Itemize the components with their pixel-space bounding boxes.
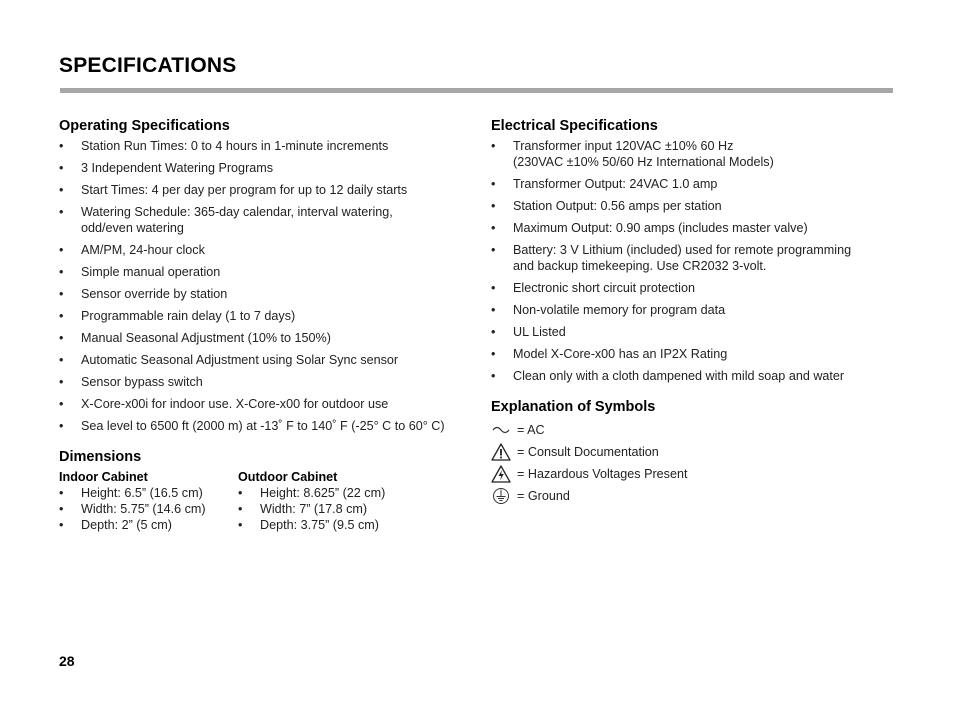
list-item: • Depth: 3.75” (9.5 cm): [238, 518, 379, 532]
dimensions-table: [59, 469, 479, 533]
right-column: [491, 118, 891, 507]
list-item: • Width: 7” (17.8 cm): [238, 502, 368, 516]
list-item: • Automatic Seasonal Adjustment using Solar Sync sensor: [59, 353, 399, 367]
list-item: • Height: 8.625” (22 cm): [238, 486, 386, 500]
list-item: • Clean only with a cloth dampened with mild soap and water: [491, 369, 845, 383]
list-item: • Transformer Output: 24VAC 1.0 amp: [491, 177, 718, 191]
list-item: • Manual Seasonal Adjustment (10% to 150%): [59, 331, 331, 345]
list-item: • UL Listed: [491, 325, 566, 339]
symbol-row: = Consult Documentation: [491, 441, 891, 463]
list-item: • Width: 5.75” (14.6 cm): [59, 502, 206, 516]
electrical-specifications-list: [491, 138, 891, 384]
list-item: • 3 Independent Watering Programs: [59, 161, 274, 175]
warning-triangle-icon: [491, 443, 511, 461]
list-item: • X-Core-x00i for indoor use. X-Core-x00 for outdoor use: [59, 397, 389, 411]
list-item: • Sensor override by station: [59, 287, 228, 301]
list-item: • AM/PM, 24-hour clock: [59, 243, 205, 257]
ac-wave-icon: [491, 421, 511, 439]
list-item: • Electronic short circuit protection: [491, 281, 695, 295]
indoor-cabinet-block: [59, 469, 238, 533]
list-item: • Sensor bypass switch: [59, 375, 203, 389]
symbol-row: = AC: [491, 419, 891, 441]
explanation-of-symbols-heading: Explanation of Symbols: [491, 399, 656, 415]
list-item: • Programmable rain delay (1 to 7 days): [59, 309, 296, 323]
list-item: • Non-volatile memory for program data: [491, 303, 726, 317]
page-title: SPECIFICATIONS: [59, 54, 237, 77]
indoor-cabinet-heading: Indoor Cabinet: [59, 470, 148, 484]
outdoor-cabinet-heading: Outdoor Cabinet: [238, 470, 338, 484]
dimensions-heading: Dimensions: [59, 449, 142, 465]
list-item: • Start Times: 4 per day per program for up to 12 daily starts: [59, 183, 408, 197]
operating-specifications-list: [59, 138, 479, 434]
list-item: • Battery: 3 V Lithium (included) used for remote programming and backup timekeeping. Use CR2032 3-volt.: [491, 243, 852, 273]
list-item: • Station Run Times: 0 to 4 hours in 1-minute increments: [59, 139, 389, 153]
list-item: • Maximum Output: 0.90 amps (includes master valve): [491, 221, 808, 235]
list-item: • Station Output: 0.56 amps per station: [491, 199, 722, 213]
list-item: • Height: 6.5” (16.5 cm): [59, 486, 203, 500]
symbol-row: = Hazardous Voltages Present: [491, 463, 891, 485]
symbols-list: [491, 419, 891, 507]
left-column: [59, 118, 479, 533]
symbol-row: = Ground: [491, 485, 891, 507]
page-number: 28: [59, 653, 75, 669]
list-item: • Transformer input 120VAC ±10% 60 Hz (230VAC ±10% 50/60 Hz International Models): [491, 139, 774, 169]
list-item: • Model X-Core-x00 has an IP2X Rating: [491, 347, 728, 361]
hazardous-voltage-icon: [491, 465, 511, 483]
list-item: • Depth: 2” (5 cm): [59, 518, 172, 532]
outdoor-cabinet-block: [238, 469, 417, 533]
title-divider: [60, 88, 893, 93]
ground-icon: [491, 487, 511, 505]
operating-specifications-heading: Operating Specifications: [59, 118, 230, 134]
list-item: • Sea level to 6500 ft (2000 m) at -13˚ F to 140˚ F (-25° C to 60° C): [59, 419, 445, 433]
electrical-specifications-heading: Electrical Specifications: [491, 118, 658, 134]
list-item: • Watering Schedule: 365-day calendar, interval watering, odd/even watering: [59, 205, 393, 235]
list-item: • Simple manual operation: [59, 265, 221, 279]
